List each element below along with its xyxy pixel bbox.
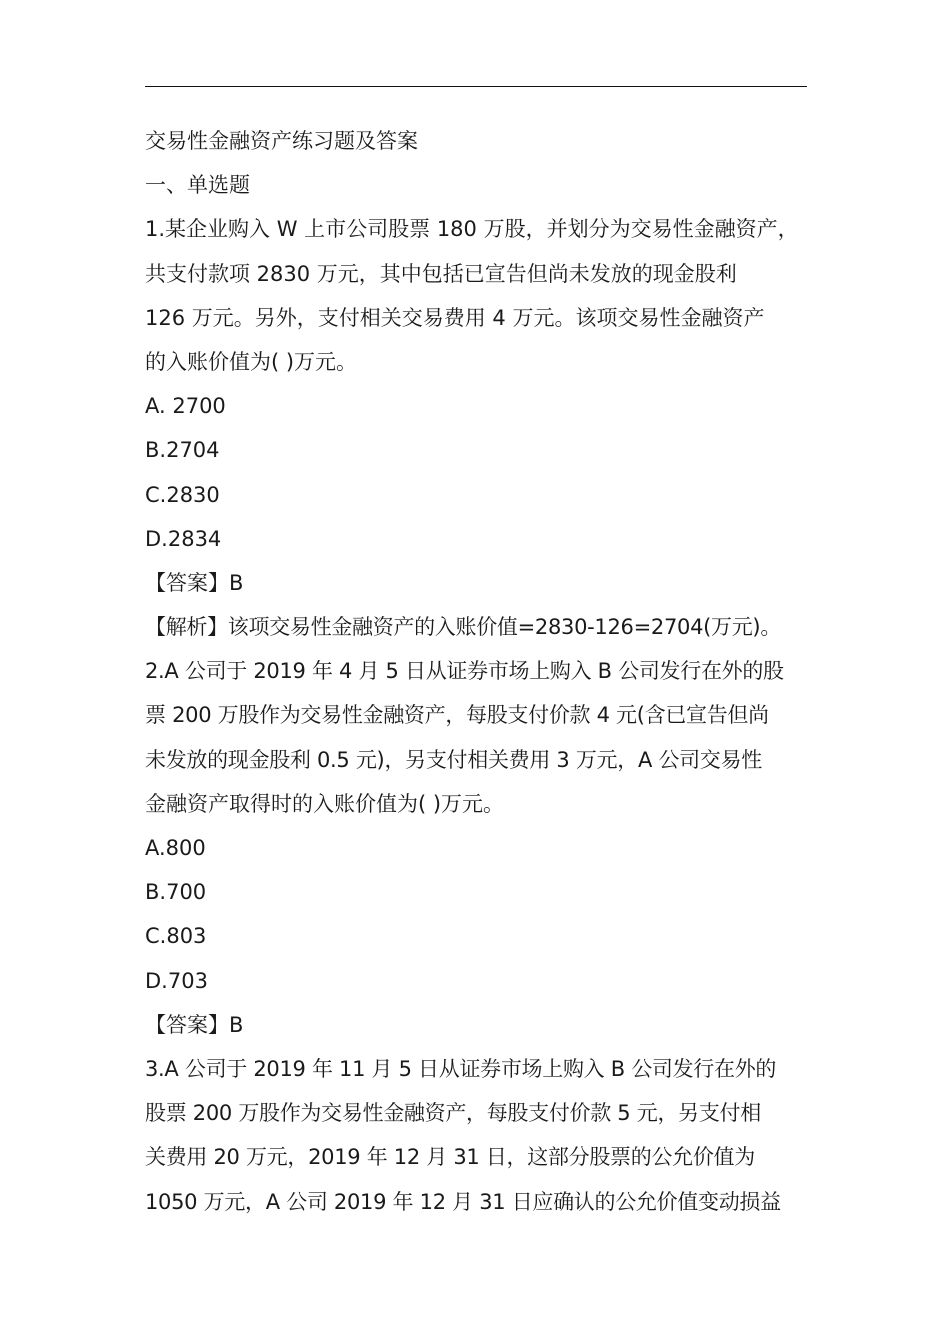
question-1-option-b: B.2704 (145, 438, 220, 463)
question-2-line-2: 票 200 万股作为交易性金融资产，每股支付价款 4 元(含已宣告但尚 (145, 703, 769, 728)
document-title: 交易性金融资产练习题及答案 (145, 129, 418, 153)
question-2-line-1: 2.A 公司于 2019 年 4 月 5 日从证券市场上购入 B 公司发行在外的股 (145, 659, 784, 684)
question-1-line-2: 共支付款项 2830 万元，其中包括已宣告但尚未发放的现金股利 (145, 261, 737, 286)
question-1-explanation: 【解析】该项交易性金融资产的入账价值=2830-126=2704(万元)。 (145, 615, 782, 640)
question-2-option-b: B.700 (145, 880, 207, 905)
header-divider (145, 86, 807, 87)
question-1-option-c: C.2830 (145, 482, 220, 507)
question-3-line-1: 3.A 公司于 2019 年 11 月 5 日从证券市场上购入 B 公司发行在外的 (145, 1056, 777, 1081)
question-1-option-a: A. 2700 (145, 394, 226, 419)
question-1-answer: 【答案】B (145, 570, 244, 595)
document-body (145, 119, 807, 1224)
question-3-line-4: 1050 万元，A 公司 2019 年 12 月 31 日应确认的公允价值变动损益 (145, 1189, 781, 1214)
question-2-answer: 【答案】B (145, 1012, 244, 1037)
question-1-option-d: D.2834 (145, 526, 222, 551)
question-2-option-a: A.800 (145, 836, 206, 860)
question-2-option-d: D.703 (145, 968, 208, 993)
question-2-option-c: C.803 (145, 924, 207, 949)
question-3-line-2: 股票 200 万股作为交易性金融资产，每股支付价款 5 元，另支付相 (145, 1101, 761, 1126)
question-3-line-3: 关费用 20 万元，2019 年 12 月 31 日，这部分股票的公允价值为 (145, 1145, 755, 1170)
question-2-line-4: 金融资产取得时的入账价值为( )万元。 (145, 791, 505, 816)
question-1-line-4: 的入账价值为( )万元。 (145, 349, 358, 374)
question-2-line-3: 未发放的现金股利 0.5 元)，另支付相关费用 3 万元，A 公司交易性 (145, 747, 762, 772)
question-1-line-1: 1.某企业购入 W 上市公司股票 180 万股，并划分为交易性金融资产， (145, 217, 799, 242)
section-heading: 一、单选题 (145, 173, 250, 198)
question-1-line-3: 126 万元。另外，支付相关交易费用 4 万元。该项交易性金融资产 (145, 305, 765, 330)
